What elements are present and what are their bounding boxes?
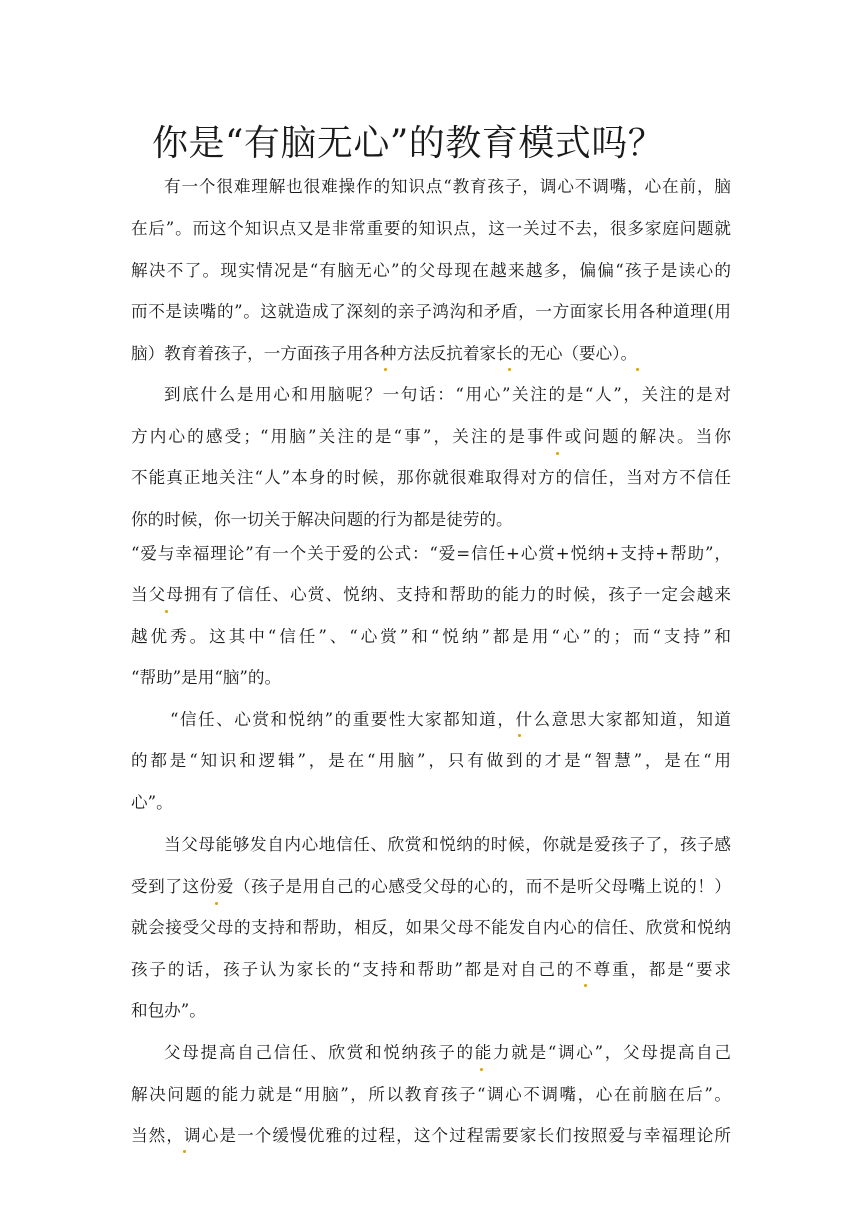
page-title: 你是“有脑无心”的教育模式吗？ [152, 123, 665, 164]
text-line: 到底什么是用心和用脑呢？一句话：“用心”关注的是“人”，关注的是对 [164, 385, 731, 404]
text-line: 解决问题的能力就是“用脑”，所以教育孩子“调心不调嘴，心在前脑在后”。 [131, 1085, 731, 1104]
text-line: 越优秀。这其中“信任”、“心赏”和“悦纳”都是用“心”的；而“支持”和 [131, 627, 731, 646]
text-line: “帮助”是用“脑”的。 [131, 668, 282, 687]
text-line: 解决不了。现实情况是“有脑无心”的父母现在越来越多，偏偏“孩子是读心的 [131, 261, 731, 280]
text-line: 有一个很难理解也很难操作的知识点“教育孩子，调心不调嘴，心在前，脑 [164, 177, 731, 196]
text-line: 的都是“知识和逻辑”，是在“用脑”，只有做到的才是“智慧”，是在“用 [131, 751, 731, 770]
scan-mark [480, 1068, 483, 1071]
text-line: 脑）教育着孩子，一方面孩子用各种方法反抗着家长的无心（要心）。 [131, 344, 638, 363]
text-line: 而不是读嘴的”。这就造成了深刻的亲子鸿沟和矛盾，一方面家长用各种道理(用 [131, 302, 731, 321]
text-line: 和包办”。 [131, 1001, 206, 1020]
text-line: 孩子的话，孩子认为家长的“支持和帮助”都是对自己的不尊重，都是“要求 [131, 960, 731, 979]
text-line: 当父母能够发自内心地信任、欣赏和悦纳的时候，你就是爱孩子了，孩子感 [164, 835, 731, 854]
text-line: “爱与幸福理论”有一个关于爱的公式：“爱=信任+心赏+悦纳+支持+帮助”， [131, 544, 731, 563]
text-line: 你的时候，你一切关于解决问题的行为都是徒劳的。 [131, 510, 513, 529]
scan-mark [165, 610, 168, 613]
text-line: 父母提高自己信任、欣赏和悦纳孩子的能力就是“调心”，父母提高自己 [164, 1043, 731, 1062]
text-line: 心”。 [131, 793, 173, 812]
scan-mark [215, 902, 218, 905]
text-line: 方内心的感受；“用脑”关注的是“事”，关注的是事件或问题的解决。当你 [131, 427, 731, 446]
scan-mark [183, 1150, 186, 1153]
text-line: 受到了这份爱（孩子是用自己的心感受父母的心的，而不是听父母嘴上说的！） [131, 877, 731, 896]
scan-mark [556, 452, 559, 455]
scan-mark [508, 368, 511, 371]
text-line: 就会接受父母的支持和帮助，相反，如果父母不能发自内心的信任、欣赏和悦纳 [131, 918, 731, 937]
scan-mark [518, 734, 521, 737]
scan-mark [584, 984, 587, 987]
text-line: 不能真正地关注“人”本身的时候，那你就很难取得对方的信任，当对方不信任 [131, 468, 731, 487]
text-line: “信任、心赏和悦纳”的重要性大家都知道，什么意思大家都知道，知道 [170, 710, 731, 729]
text-line: 当然，调心是一个缓慢优雅的过程，这个过程需要家长们按照爱与幸福理论所 [131, 1126, 731, 1145]
text-line: 在后”。而这个知识点又是非常重要的知识点，这一关过不去，很多家庭问题就 [131, 219, 731, 238]
scan-mark [384, 368, 387, 371]
text-line: 当父母拥有了信任、心赏、悦纳、支持和帮助的能力的时候，孩子一定会越来 [131, 585, 731, 604]
scan-mark [636, 368, 639, 371]
